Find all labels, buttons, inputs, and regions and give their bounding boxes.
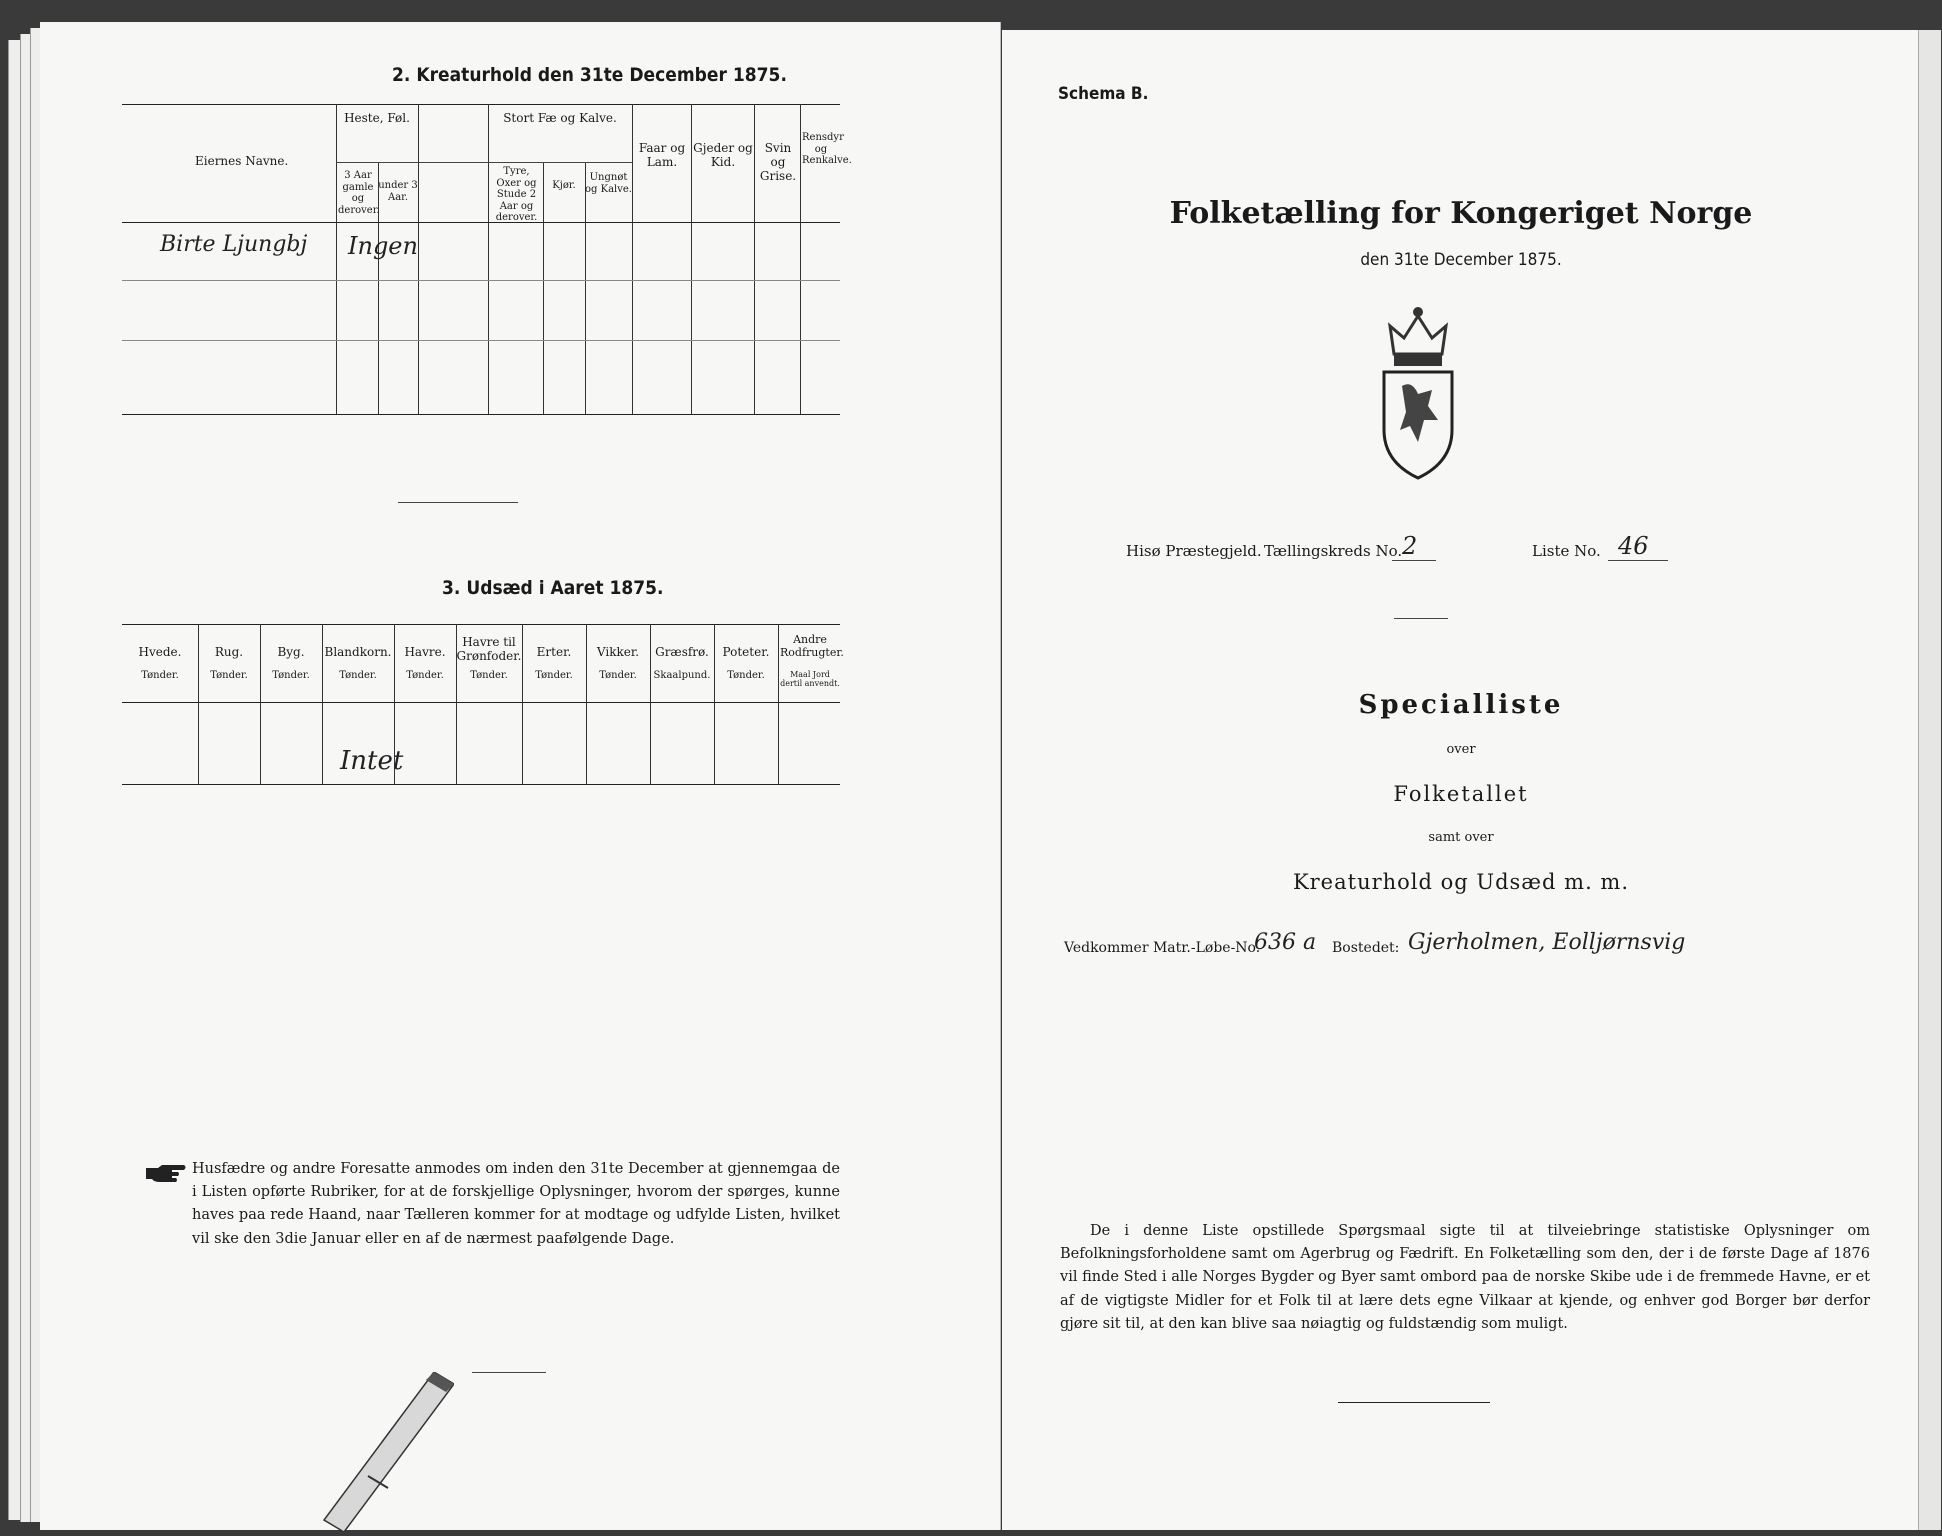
kreaturhold-label: Kreaturhold og Udsæd m. m. xyxy=(1292,870,1630,894)
matr-number: 636 a xyxy=(1254,930,1317,955)
header-stort-fae: Stort Fæ og Kalve. xyxy=(503,111,617,125)
prestegjeld-label: Hisø Præstegjeld. xyxy=(1126,542,1262,560)
crop-header: Poteter. xyxy=(722,645,770,659)
owner-name-handwritten: Birte Ljungbj xyxy=(160,232,308,257)
table2-col-divider xyxy=(632,104,633,414)
table3-col-divider xyxy=(778,624,779,784)
page-stack-edge xyxy=(1918,30,1941,1530)
crop-unit: Tønder. xyxy=(339,670,377,681)
header-faar: Faar og Lam. xyxy=(638,141,686,169)
crop-unit: Skaalpund. xyxy=(653,670,711,681)
footer-rule xyxy=(1338,1402,1490,1403)
kreds-underline xyxy=(1392,560,1436,561)
header-rensdyr: Rensdyr og Renkalve. xyxy=(802,132,852,166)
header-heste: Heste, Føl. xyxy=(344,111,410,125)
header-gjeder: Gjeder og Kid. xyxy=(693,141,753,169)
separator-rule xyxy=(398,502,518,503)
crop-header: Græsfrø. xyxy=(655,645,709,659)
table3-header-rule xyxy=(122,702,840,703)
table2-col-divider xyxy=(691,104,692,414)
document-date: den 31te December 1875. xyxy=(1360,250,1562,270)
livestock-entry-handwritten: Ingen xyxy=(348,232,418,260)
subheader-heste-old: 3 Aar gamle og derover. xyxy=(338,170,380,216)
crop-unit: Tønder. xyxy=(727,670,765,681)
table2-col-divider xyxy=(418,104,419,414)
crop-header: Blandkorn. xyxy=(324,645,392,659)
subheader-heste-young: under 3 Aar. xyxy=(378,180,418,203)
table2-row-rule xyxy=(122,340,840,341)
schema-label: Schema B. xyxy=(1058,84,1149,104)
table3-top-rule xyxy=(122,624,840,625)
table2-header-rule xyxy=(122,222,840,223)
crop-header: Erter. xyxy=(536,645,572,659)
specialliste-title: Specialliste xyxy=(1358,690,1564,720)
table3-bottom-rule xyxy=(122,784,840,785)
table2-subheader-rule xyxy=(336,162,632,163)
header-owner-names: Eiernes Navne. xyxy=(195,154,289,168)
matr-label: Vedkommer Matr.-Løbe-No. xyxy=(1064,940,1261,956)
crop-header: Vikker. xyxy=(596,645,640,659)
table2-col-divider xyxy=(488,104,489,414)
crop-header: Havre til Grønfoder. xyxy=(456,635,522,663)
crop-unit: Tønder. xyxy=(535,670,573,681)
table2-top-rule xyxy=(122,104,840,105)
crop-unit: Tønder. xyxy=(406,670,444,681)
liste-label: Liste No. xyxy=(1532,542,1601,560)
kreds-label: Tællingskreds No. xyxy=(1264,542,1403,560)
table2-col-divider xyxy=(543,162,544,414)
notice-paragraph: Husfædre og andre Foresatte anmodes om inden den 31te December at gjennemgaa de i Listen opførte Rubriker, for at de forskjellige Oplysninger, hvorom der spørges, kunne haves paa rede Haand, naar Tælleren kommer for at modtage og udfylde Listen, hvilket vil ske den 3die Januar eller en af de nærmest paafølgende Dage. xyxy=(192,1161,840,1247)
left-page xyxy=(40,22,1001,1530)
footer-rule xyxy=(472,1372,546,1373)
pointing-hand-icon xyxy=(144,1162,188,1186)
subheader-ungnot: Ungnøt og Kalve. xyxy=(585,172,632,195)
bosted-value: Gjerholmen, Eolljørnsvig xyxy=(1408,930,1686,955)
table2-bottom-rule xyxy=(122,414,840,415)
table2-col-divider xyxy=(754,104,755,414)
right-page xyxy=(1002,30,1920,1530)
separator-rule xyxy=(1394,618,1448,619)
section2-title: 2. Kreaturhold den 31te December 1875. xyxy=(392,64,787,86)
crop-unit: Tønder. xyxy=(272,670,310,681)
samt-over-label: samt over xyxy=(1428,830,1494,845)
over-label: over xyxy=(1446,742,1476,757)
crop-header: Andre Rodfrugter. xyxy=(780,633,844,659)
table2-row-rule xyxy=(122,280,840,281)
table2-col-divider xyxy=(585,162,586,414)
crop-unit: Tønder. xyxy=(599,670,637,681)
crop-unit: Tønder. xyxy=(470,670,508,681)
seed-entry-handwritten: Intet xyxy=(340,746,404,776)
crop-unit: Tønder. xyxy=(210,670,248,681)
crop-header: Byg. xyxy=(277,645,305,659)
crop-unit: Maal Jord dertil anvendt. xyxy=(780,670,840,689)
crop-unit: Tønder. xyxy=(141,670,179,681)
pencil-image xyxy=(304,1372,454,1532)
liste-underline xyxy=(1608,560,1668,561)
header-svin: Svin og Grise. xyxy=(759,141,797,183)
info-paragraph: De i denne Liste opstillede Spørgsmaal sigte til at tilveiebringe statistiske Oplysninger om Befolkningsforholdene samt om Agerbrug og Fædrift. En Folketælling som den, der i de første Dage af 1876 vil finde Sted i alle Norges Bygder og Byer samt ombord paa de norske Skibe ude i de fremmede Havne, er et af de vigtigste Midler for et Folk til at lære dets egne Vilkaar at kjende, og enhver god Borger bør derfor gjøre sit til, at den kan blive saa nøiagtig og fuldstændig som muligt. xyxy=(1060,1223,1870,1332)
document-title: Folketælling for Kongeriget Norge xyxy=(1169,196,1753,231)
subheader-kjor: Kjør. xyxy=(552,180,576,191)
crop-header: Hvede. xyxy=(138,645,182,659)
subheader-tyre: Tyre, Oxer og Stude 2 Aar og derover. xyxy=(495,166,538,223)
kreds-number: 2 xyxy=(1402,532,1418,560)
folketallet-label: Folketallet xyxy=(1393,782,1529,806)
crop-header: Havre. xyxy=(404,645,446,659)
table2-col-divider xyxy=(336,104,337,414)
bosted-label: Bostedet: xyxy=(1332,940,1400,956)
liste-number: 46 xyxy=(1618,532,1649,560)
norway-coat-of-arms-icon xyxy=(1372,302,1464,482)
crop-header: Rug. xyxy=(214,645,244,659)
section3-title: 3. Udsæd i Aaret 1875. xyxy=(442,577,664,599)
table2-col-divider xyxy=(800,104,801,414)
